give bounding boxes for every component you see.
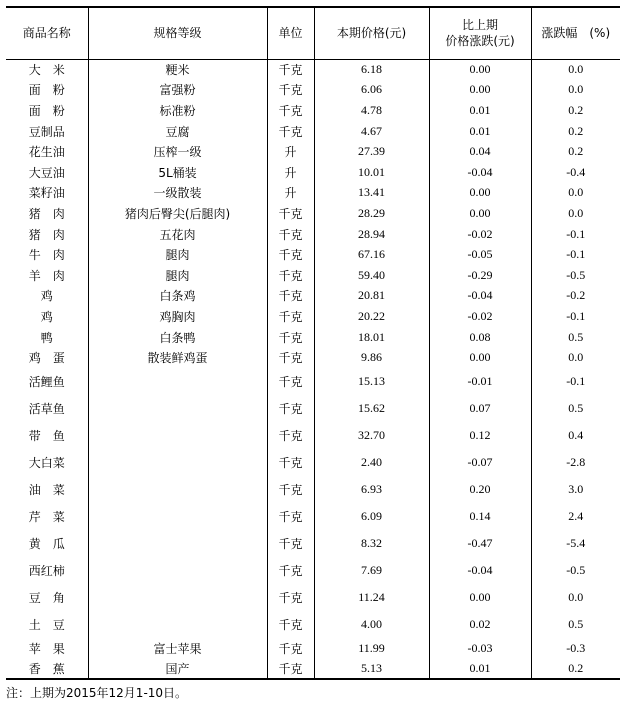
header-price: 本期价格(元) [314, 7, 429, 59]
cell-name: 大豆油 [28, 165, 65, 180]
cell-spec [88, 584, 267, 611]
table-row [6, 162, 620, 183]
cell-change: 0.04 [429, 141, 531, 162]
cell-price: 4.00 [314, 611, 429, 638]
cell-pct: -0.5 [531, 557, 620, 584]
cell-unit: 千克 [267, 80, 314, 101]
header-change-line2: 价格涨跌(元) [445, 34, 515, 49]
table-row [6, 584, 620, 611]
cell-change: -0.04 [429, 162, 531, 183]
cell-change: 0.00 [429, 80, 531, 101]
cell-price: 18.01 [314, 327, 429, 348]
cell-spec [88, 530, 267, 557]
cell-name: 豆制品 [28, 124, 65, 139]
cell-price: 27.39 [314, 141, 429, 162]
cell-spec: 压榨一级 [88, 141, 267, 162]
cell-spec: 五花肉 [88, 224, 267, 245]
cell-name: 面 粉 [28, 103, 65, 118]
cell-price: 11.99 [314, 638, 429, 659]
table-row [6, 141, 620, 162]
cell-name: 活鲤鱼 [28, 374, 65, 389]
cell-price: 10.01 [314, 162, 429, 183]
cell-change: 0.01 [429, 100, 531, 121]
cell-name: 羊 肉 [28, 268, 65, 283]
cell-price: 28.29 [314, 203, 429, 224]
table-header [6, 7, 620, 59]
cell-change: -0.04 [429, 286, 531, 307]
cell-pct: 0.0 [531, 584, 620, 611]
cell-unit: 升 [267, 183, 314, 204]
header-pct: 涨跌幅 (%) [531, 7, 620, 59]
cell-spec: 一级散装 [88, 183, 267, 204]
table-row [6, 306, 620, 327]
cell-price: 4.67 [314, 121, 429, 142]
cell-unit: 千克 [267, 557, 314, 584]
cell-name: 油 菜 [28, 482, 65, 497]
cell-unit: 千克 [267, 121, 314, 142]
cell-change: -0.03 [429, 638, 531, 659]
table-row [6, 395, 620, 422]
cell-price: 2.40 [314, 449, 429, 476]
cell-price: 9.86 [314, 347, 429, 368]
cell-spec [88, 476, 267, 503]
cell-change: -0.01 [429, 368, 531, 395]
table-row [6, 244, 620, 265]
cell-price: 6.09 [314, 503, 429, 530]
table-row [6, 476, 620, 503]
cell-change: 0.12 [429, 422, 531, 449]
table-row [6, 449, 620, 476]
header-change-line1: 比上期 [461, 18, 498, 33]
cell-change: -0.05 [429, 244, 531, 265]
cell-price: 20.81 [314, 286, 429, 307]
cell-pct: 2.4 [531, 503, 620, 530]
cell-unit: 千克 [267, 224, 314, 245]
cell-pct: 0.2 [531, 141, 620, 162]
table-row [6, 286, 620, 307]
table-row [6, 611, 620, 638]
cell-change: 0.00 [429, 347, 531, 368]
cell-pct: 0.0 [531, 183, 620, 204]
price-table-container [6, 6, 620, 701]
cell-change: -0.02 [429, 224, 531, 245]
cell-name: 西红柿 [28, 563, 65, 578]
cell-price: 67.16 [314, 244, 429, 265]
cell-unit: 千克 [267, 395, 314, 422]
cell-unit: 千克 [267, 306, 314, 327]
table-row [6, 638, 620, 659]
cell-change: 0.14 [429, 503, 531, 530]
cell-spec: 国产 [88, 659, 267, 680]
cell-pct: -0.5 [531, 265, 620, 286]
cell-unit: 千克 [267, 327, 314, 348]
cell-spec: 散装鲜鸡蛋 [88, 347, 267, 368]
cell-unit: 千克 [267, 659, 314, 680]
cell-pct: -0.4 [531, 162, 620, 183]
cell-spec: 标准粉 [88, 100, 267, 121]
cell-spec: 白条鸡 [88, 286, 267, 307]
cell-spec: 豆腐 [88, 121, 267, 142]
cell-unit: 千克 [267, 503, 314, 530]
cell-change: 0.00 [429, 584, 531, 611]
cell-pct: 0.5 [531, 611, 620, 638]
cell-name: 土 豆 [28, 617, 65, 632]
cell-change: 0.00 [429, 203, 531, 224]
cell-price: 59.40 [314, 265, 429, 286]
table-body [6, 59, 620, 679]
cell-unit: 千克 [267, 611, 314, 638]
cell-name: 香 蕉 [6, 659, 88, 680]
cell-name: 猪 肉 [28, 206, 65, 221]
cell-spec: 腿肉 [88, 244, 267, 265]
cell-pct: -2.8 [531, 449, 620, 476]
cell-name: 黄 瓜 [28, 536, 65, 551]
cell-price: 20.22 [314, 306, 429, 327]
cell-pct: 3.0 [531, 476, 620, 503]
cell-spec: 白条鸭 [88, 327, 267, 348]
table-row [6, 422, 620, 449]
table-row [6, 327, 620, 348]
cell-change: -0.29 [429, 265, 531, 286]
cell-pct: -0.3 [531, 638, 620, 659]
cell-unit: 千克 [267, 638, 314, 659]
cell-pct: -0.1 [531, 306, 620, 327]
cell-pct: -5.4 [531, 530, 620, 557]
cell-price: 6.93 [314, 476, 429, 503]
cell-spec: 腿肉 [88, 265, 267, 286]
cell-name: 豆 角 [28, 590, 65, 605]
cell-name: 活草鱼 [28, 401, 65, 416]
cell-price: 11.24 [314, 584, 429, 611]
cell-price: 4.78 [314, 100, 429, 121]
cell-unit: 升 [267, 162, 314, 183]
cell-spec: 5L桶装 [88, 162, 267, 183]
cell-unit: 千克 [267, 203, 314, 224]
table-row [6, 183, 620, 204]
cell-pct: 0.5 [531, 395, 620, 422]
cell-spec [88, 368, 267, 395]
cell-unit: 千克 [267, 584, 314, 611]
cell-unit: 升 [267, 141, 314, 162]
cell-change: 0.00 [429, 59, 531, 80]
header-change [429, 7, 531, 59]
table-row [6, 557, 620, 584]
cell-name: 带 鱼 [28, 428, 65, 443]
cell-unit: 千克 [267, 100, 314, 121]
cell-unit: 千克 [267, 286, 314, 307]
cell-pct: -0.2 [531, 286, 620, 307]
cell-name: 鸡 蛋 [28, 351, 65, 366]
cell-price: 28.94 [314, 224, 429, 245]
cell-change: -0.02 [429, 306, 531, 327]
cell-price: 7.69 [314, 557, 429, 584]
table-row [6, 368, 620, 395]
cell-pct: 0.2 [531, 100, 620, 121]
cell-name: 鸡 [40, 309, 53, 324]
cell-pct: 0.0 [531, 59, 620, 80]
price-table [6, 6, 620, 680]
cell-spec [88, 449, 267, 476]
cell-change: 0.07 [429, 395, 531, 422]
cell-pct: -0.1 [531, 368, 620, 395]
cell-pct: 0.2 [531, 121, 620, 142]
cell-pct: -0.1 [531, 244, 620, 265]
cell-name: 花生油 [28, 145, 65, 160]
cell-price: 8.32 [314, 530, 429, 557]
cell-spec [88, 503, 267, 530]
header-spec: 规格等级 [88, 7, 267, 59]
cell-price: 15.13 [314, 368, 429, 395]
table-row [6, 503, 620, 530]
cell-spec: 粳米 [88, 59, 267, 80]
table-row [6, 659, 620, 680]
cell-name: 苹 果 [28, 641, 65, 656]
cell-spec: 鸡胸肉 [88, 306, 267, 327]
cell-unit: 千克 [267, 476, 314, 503]
table-row [6, 347, 620, 368]
table-row [6, 100, 620, 121]
table-row [6, 530, 620, 557]
cell-spec: 富士苹果 [88, 638, 267, 659]
cell-change: -0.47 [429, 530, 531, 557]
cell-spec [88, 611, 267, 638]
cell-price: 6.06 [314, 80, 429, 101]
cell-change: 0.00 [429, 183, 531, 204]
cell-unit: 千克 [267, 265, 314, 286]
cell-unit: 千克 [267, 530, 314, 557]
cell-price: 15.62 [314, 395, 429, 422]
cell-pct: 0.0 [531, 203, 620, 224]
cell-spec [88, 557, 267, 584]
table-row [6, 265, 620, 286]
cell-name: 鸡 [40, 289, 53, 304]
cell-pct: 0.0 [531, 80, 620, 101]
header-unit: 单位 [267, 7, 314, 59]
cell-unit: 千克 [267, 244, 314, 265]
table-row [6, 203, 620, 224]
table-row [6, 59, 620, 80]
cell-unit: 千克 [267, 368, 314, 395]
footnote: 注：上期为2015年12月1-10日。 [6, 686, 188, 701]
header-name: 商品名称 [6, 7, 88, 59]
cell-pct: -0.1 [531, 224, 620, 245]
cell-name: 菜籽油 [28, 186, 65, 201]
cell-name: 面 粉 [28, 83, 65, 98]
cell-name: 大 米 [28, 63, 65, 78]
cell-change: 0.08 [429, 327, 531, 348]
cell-spec: 猪肉后臀尖(后腿肉) [88, 203, 267, 224]
cell-price: 6.18 [314, 59, 429, 80]
table-row [6, 80, 620, 101]
cell-change: 0.02 [429, 611, 531, 638]
cell-unit: 千克 [267, 449, 314, 476]
cell-name: 大白菜 [28, 455, 65, 470]
table-row [6, 224, 620, 245]
cell-price: 13.41 [314, 183, 429, 204]
cell-unit: 千克 [267, 59, 314, 80]
cell-spec [88, 395, 267, 422]
cell-name: 牛 肉 [28, 248, 65, 263]
cell-unit: 千克 [267, 347, 314, 368]
cell-pct: 0.2 [531, 659, 620, 680]
cell-pct: 0.0 [531, 347, 620, 368]
cell-name: 芹 菜 [28, 509, 65, 524]
cell-pct: 0.5 [531, 327, 620, 348]
cell-pct: 0.4 [531, 422, 620, 449]
cell-spec [88, 422, 267, 449]
cell-spec: 富强粉 [88, 80, 267, 101]
cell-price: 32.70 [314, 422, 429, 449]
cell-name: 鸭 [40, 330, 53, 345]
cell-change: -0.07 [429, 449, 531, 476]
cell-change: 0.01 [429, 121, 531, 142]
cell-change: -0.04 [429, 557, 531, 584]
cell-price: 5.13 [314, 659, 429, 680]
cell-name: 猪 肉 [28, 227, 65, 242]
cell-unit: 千克 [267, 422, 314, 449]
table-row [6, 121, 620, 142]
cell-change: 0.20 [429, 476, 531, 503]
cell-change: 0.01 [429, 659, 531, 680]
